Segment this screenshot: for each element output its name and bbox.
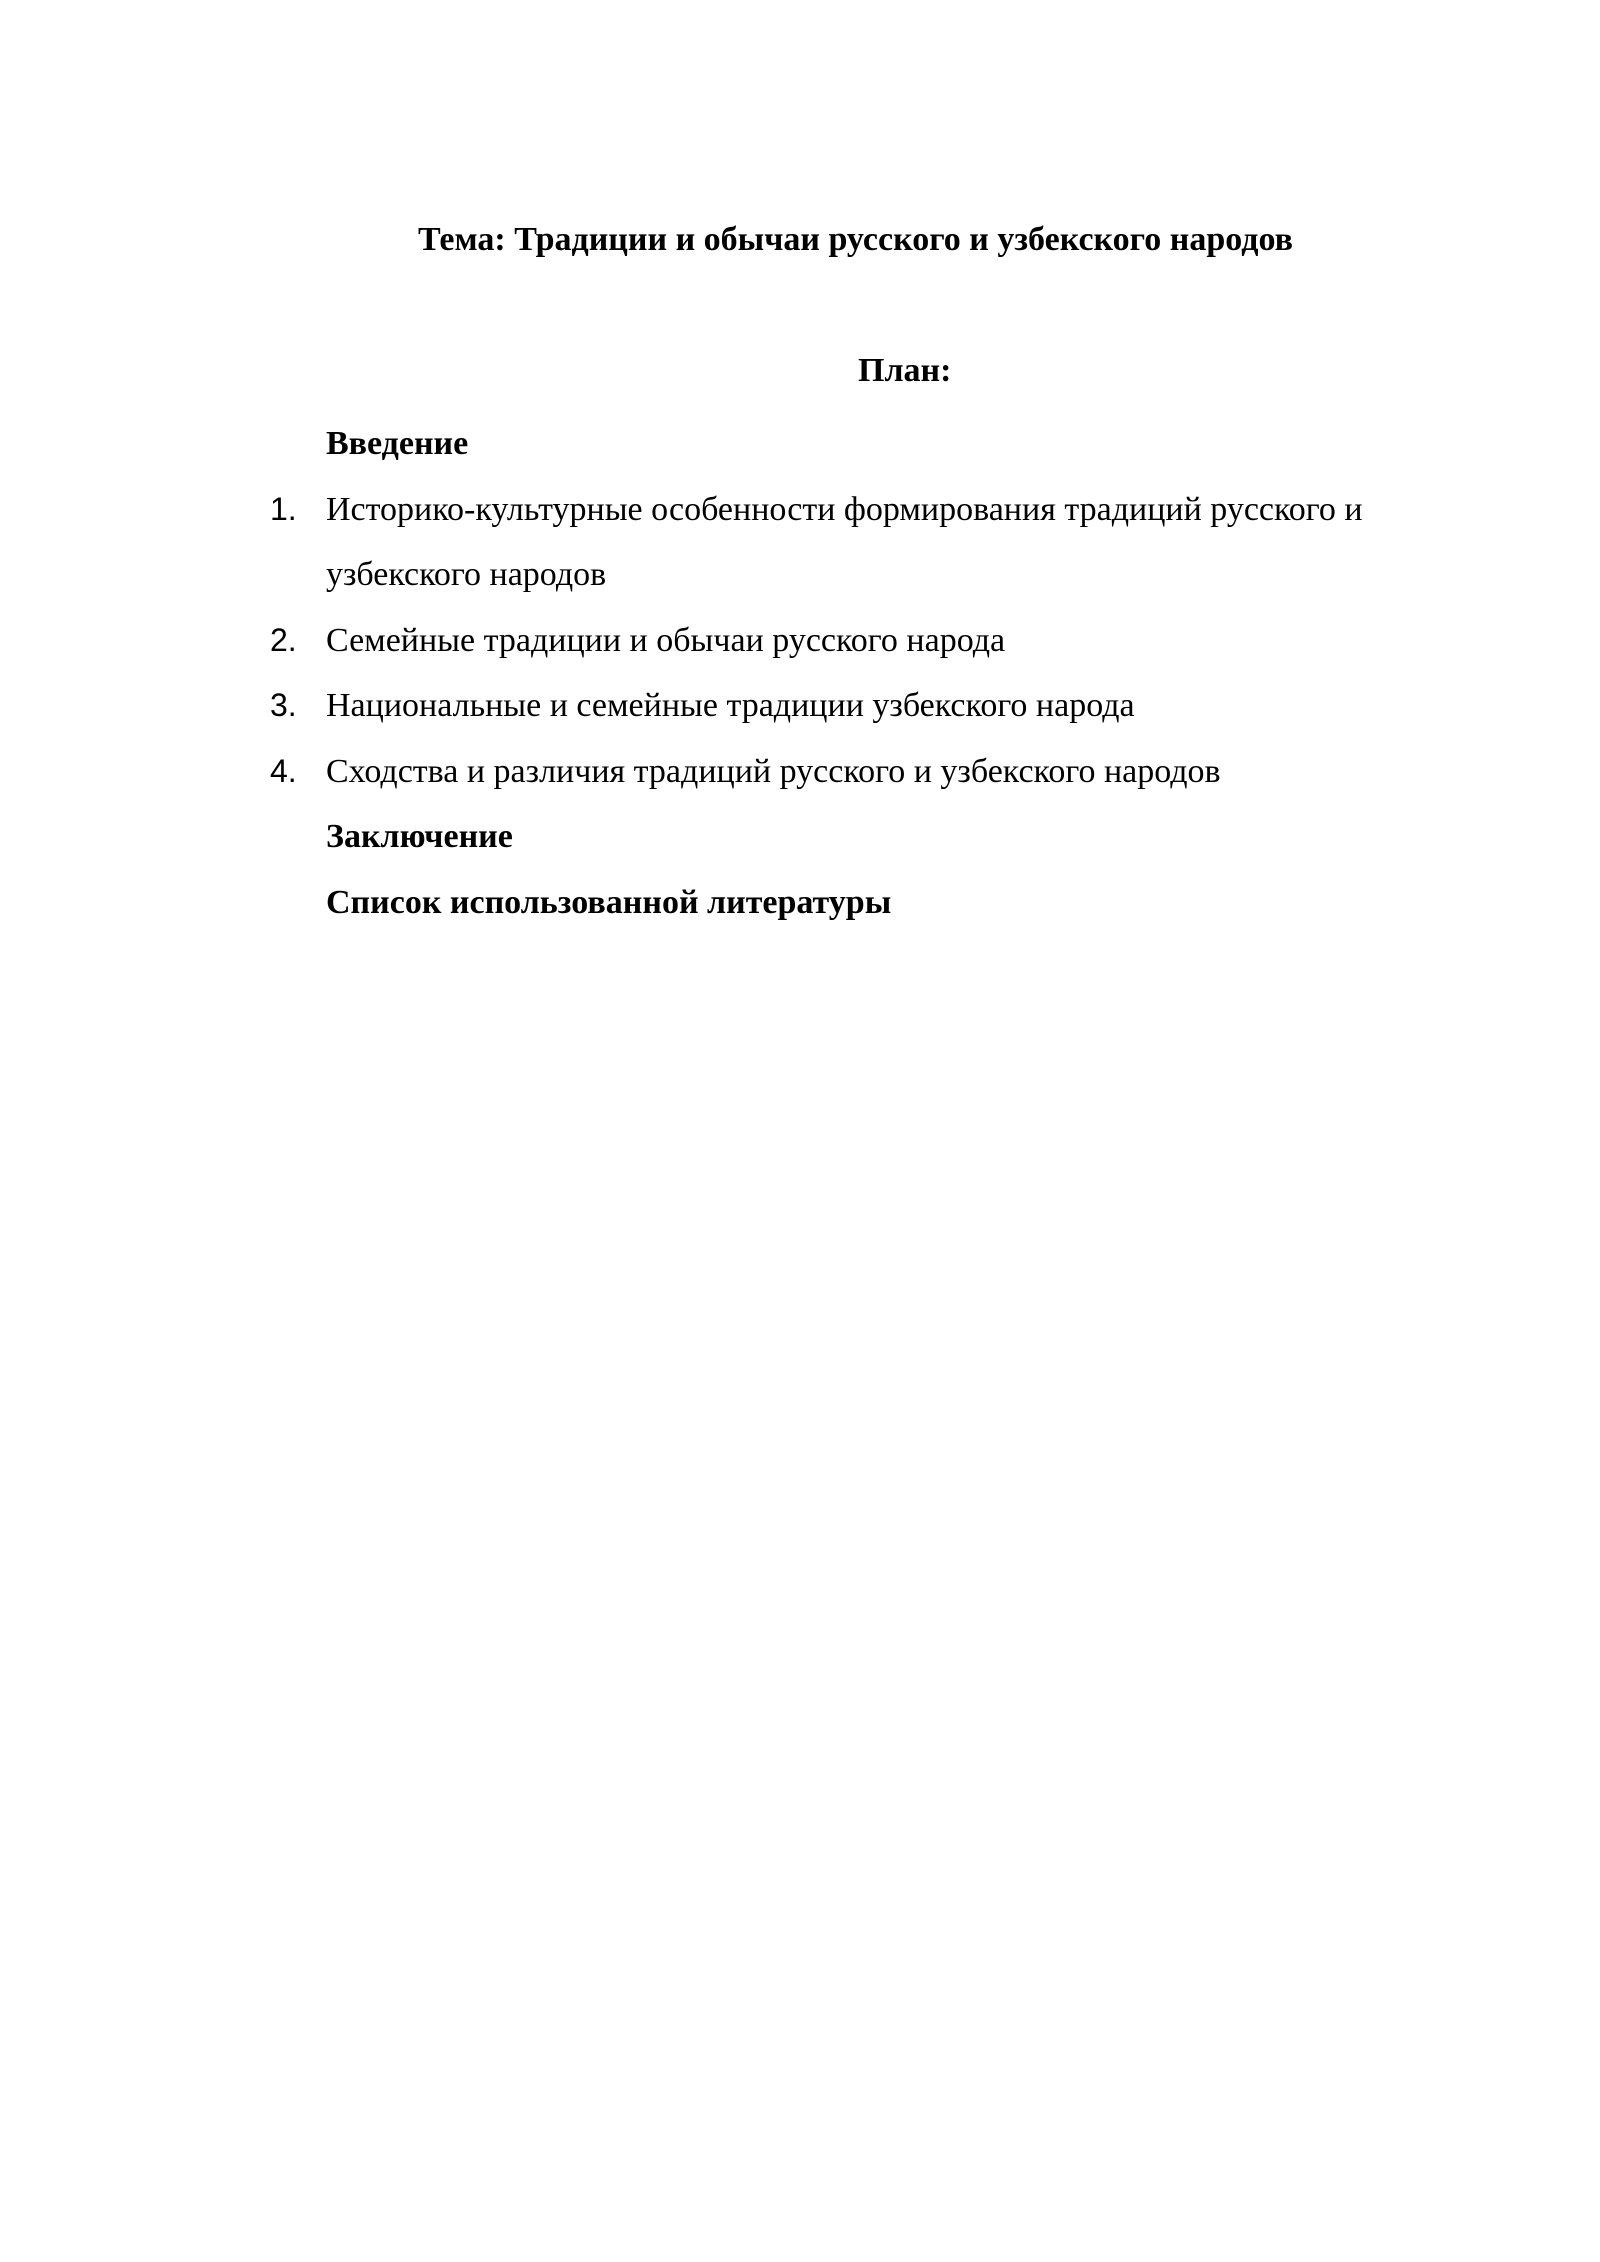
plan-item — [270, 739, 1520, 805]
plan-heading: План: — [858, 352, 952, 389]
plan-item-text: Историко-культурные особенности формирования традиций русского и узбекского народов — [326, 490, 1363, 593]
plan-item-text: Семейные традиции и обычаи русского народа — [326, 621, 1006, 659]
plan-item-text: Национальные и семейные традиции узбекского народа — [326, 687, 1135, 724]
plan-item-number: 1. — [270, 490, 297, 527]
plan-intro: Введение — [326, 425, 469, 462]
plan-item-number: 3. — [270, 687, 297, 723]
plan-conclusion: Заключение — [326, 818, 513, 855]
plan-list — [270, 411, 1520, 935]
plan-item — [270, 673, 1520, 739]
plan-bibliography: Список использованной литературы — [326, 883, 892, 921]
plan-item — [270, 477, 1520, 608]
plan-item-text: Сходства и различия традиций русского и узбекского народов — [326, 752, 1221, 790]
plan-item-number: 2. — [270, 621, 297, 658]
document-title: Тема: Традиции и обычаи русского и узбекского народов — [418, 221, 1294, 258]
plan-item-number: 4. — [270, 752, 297, 789]
plan-item — [270, 608, 1520, 674]
